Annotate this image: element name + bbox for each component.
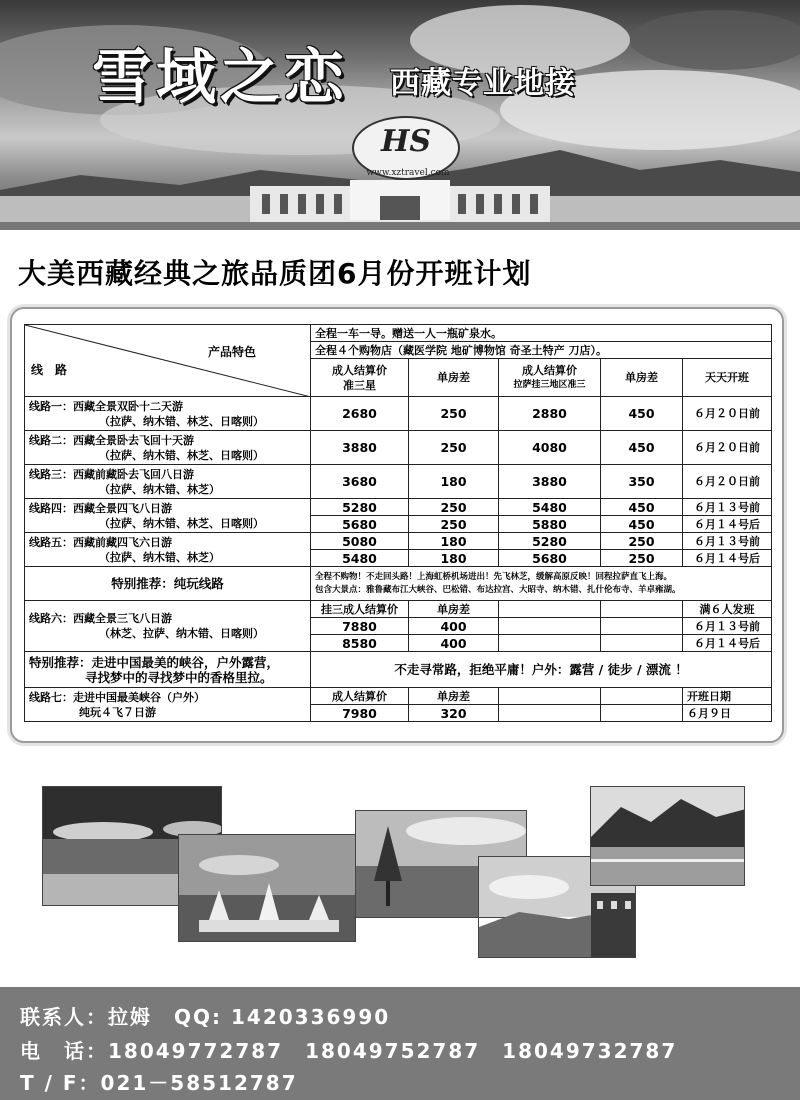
route-cell <box>25 499 311 533</box>
price-cell: 5080 <box>311 533 409 550</box>
date-cell: ６月９日 <box>683 705 772 722</box>
empty-cell <box>499 601 601 618</box>
date-cell: ６月２０日前 <box>683 431 772 465</box>
price-cell: 4080 <box>499 431 601 465</box>
single-supp-cell: 320 <box>409 705 499 722</box>
special-recommend-notes <box>311 567 772 601</box>
depart-condition: 满６人发班 <box>683 601 772 618</box>
col-header-adult-price-label: 成人结算价 <box>332 363 387 377</box>
table-row <box>25 533 772 550</box>
special-note-1: 全程不购物！不走回头路！上海虹桥机场进出！先飞林芝，缓解高原反映！回程拉萨直飞上海。 <box>315 571 673 582</box>
price-cell: 7880 <box>311 618 409 635</box>
feature-line-2: 全程４个购物店（藏医学院 地矿博物馆 奇圣土特产 刀店）。 <box>311 342 772 359</box>
route-name: 线路二：西藏全景卧去飞回十天游 <box>29 433 194 447</box>
table-row <box>25 499 772 516</box>
price-cell: 2680 <box>311 397 409 431</box>
single-supp-cell: 250 <box>409 516 499 533</box>
single-supp-cell: 250 <box>409 499 499 516</box>
qq-number[interactable]: 1420336990 <box>230 1005 391 1029</box>
price-cell: 7980 <box>311 705 409 722</box>
route-destinations: （拉萨、纳木错、林芝、日喀则） <box>99 414 264 428</box>
feature-line-1: 全程一车一导。赠送一人一瓶矿泉水。 <box>311 325 772 342</box>
contact-person-label: 联系人： <box>20 1005 108 1029</box>
empty-cell <box>499 635 601 652</box>
route-cell <box>25 601 311 652</box>
phone-number-3[interactable]: 18049732787 <box>502 1039 678 1063</box>
table-row <box>25 397 772 431</box>
table-row <box>25 465 772 499</box>
photo-mountains <box>590 786 745 886</box>
contact-footer <box>0 987 800 1100</box>
price-cell: 5280 <box>311 499 409 516</box>
route-cell <box>25 465 311 499</box>
contact-person-name: 拉姆 <box>108 1005 152 1029</box>
corner-route-label: 线 路 <box>31 363 68 377</box>
empty-cell <box>601 688 683 705</box>
price-cell: 8580 <box>311 635 409 652</box>
route-name: 线路六：西藏全景三飞八日游 <box>29 612 172 625</box>
price-cell: 3880 <box>311 431 409 465</box>
col-header-single-supp: 单房差 <box>409 688 499 705</box>
empty-cell <box>499 618 601 635</box>
contact-fax-line <box>20 1067 298 1096</box>
price-cell: 5680 <box>499 550 601 567</box>
date-cell: ６月１４号后 <box>683 516 772 533</box>
price-cell: 5280 <box>499 533 601 550</box>
photo-stupas <box>178 834 356 942</box>
col-header-price: 成人结算价 <box>311 688 409 705</box>
special2-slogan: 不走寻常路，拒绝平庸！户外：露营 / 徒步 / 漂流 ！ <box>311 652 772 688</box>
empty-cell <box>601 601 683 618</box>
table-row <box>25 567 772 601</box>
empty-cell <box>499 688 601 705</box>
route-destinations: （拉萨、纳木错、林芝） <box>99 482 220 496</box>
phone-number-2[interactable]: 18049752787 <box>305 1039 481 1063</box>
logo-mark: HS <box>380 124 431 159</box>
price-cell: 3880 <box>499 465 601 499</box>
price-cell: 5880 <box>499 516 601 533</box>
single-supp-cell: 180 <box>409 550 499 567</box>
date-cell: ６月２０日前 <box>683 397 772 431</box>
empty-cell <box>601 618 683 635</box>
price-cell: 5480 <box>499 499 601 516</box>
date-cell: ６月１４号后 <box>683 550 772 567</box>
brand-subtitle: 西藏专业地接 <box>390 66 576 101</box>
single-supp-cell: 450 <box>601 516 683 533</box>
special-note-2: 包含大景点：雅鲁藏布江大峡谷、巴松错、布达拉宫、大昭寺、纳木错、扎什伦布寺、羊卓雍湖。 <box>315 584 681 595</box>
col-header-adult-price <box>311 359 409 397</box>
route-cell <box>25 397 311 431</box>
col-header-single-supp: 单房差 <box>409 359 499 397</box>
col-header-adult-price-2-label: 成人结算价 <box>522 363 577 377</box>
route-name: 线路五：西藏前藏四飞六日游 <box>29 535 172 549</box>
qq-label: QQ: <box>174 1005 223 1029</box>
table-row <box>25 601 772 618</box>
table-row <box>25 431 772 465</box>
route-cell <box>25 431 311 465</box>
table-row <box>25 688 772 705</box>
route-name: 线路七：走进中国最美峡谷（户外） <box>29 690 205 704</box>
route-destinations: （拉萨、纳木错、林芝） <box>99 550 220 564</box>
table-corner-cell <box>25 325 311 397</box>
single-supp-cell: 180 <box>409 533 499 550</box>
phone-number-1[interactable]: 18049772787 <box>108 1039 284 1063</box>
single-supp-cell: 180 <box>409 465 499 499</box>
date-cell: ６月２０日前 <box>683 465 772 499</box>
col-header-adult-price-2-sub: 拉萨挂三地区准三 <box>513 379 586 390</box>
route-destinations: （拉萨、纳木错、林芝、日喀则） <box>99 516 264 530</box>
route-destinations: （拉萨、纳木错、林芝、日喀则） <box>99 448 264 462</box>
col-header-date: 开班日期 <box>683 688 772 705</box>
single-supp-cell: 250 <box>409 431 499 465</box>
logo-url: www.xztravel.com <box>366 168 450 178</box>
single-supp-cell: 250 <box>601 550 683 567</box>
single-supp-cell: 350 <box>601 465 683 499</box>
contact-person-line <box>20 1001 390 1030</box>
single-supp-cell: 450 <box>601 397 683 431</box>
special2-line-1: 特别推荐：走进中国最美的峡谷，户外露营， <box>29 654 280 670</box>
single-supp-cell: 250 <box>601 533 683 550</box>
table-row <box>25 652 772 688</box>
corner-feature-label: 产品特色 <box>208 345 257 359</box>
special-recommend-label: 特别推荐：纯玩线路 <box>25 567 311 601</box>
route-cell <box>25 688 311 722</box>
special2-line-2: 寻找梦中的寻找梦中的香格里拉。 <box>85 669 273 685</box>
date-cell: ６月１３号前 <box>683 533 772 550</box>
single-supp-cell: 250 <box>409 397 499 431</box>
fax-number[interactable]: 021－58512787 <box>100 1071 298 1095</box>
date-cell: ６月１４号后 <box>683 635 772 652</box>
schedule-table <box>24 324 772 722</box>
price-cell: 3680 <box>311 465 409 499</box>
special-recommend-2 <box>25 652 311 688</box>
phone-label: 电 话： <box>20 1039 108 1063</box>
date-cell: ６月１３号前 <box>683 499 772 516</box>
date-cell: ６月１３号前 <box>683 618 772 635</box>
price-cell: 2880 <box>499 397 601 431</box>
page-headline: 大美西藏经典之旅品质团6月份开班计划 <box>18 257 532 290</box>
contact-phone-line <box>20 1035 677 1064</box>
col-header-single-supp: 单房差 <box>409 601 499 618</box>
empty-cell <box>601 635 683 652</box>
empty-cell <box>601 705 683 722</box>
single-supp-cell: 450 <box>601 431 683 465</box>
fax-label: T / F： <box>20 1071 101 1095</box>
single-supp-cell: 400 <box>409 618 499 635</box>
single-supp-cell: 400 <box>409 635 499 652</box>
price-cell: 5680 <box>311 516 409 533</box>
price-cell: 5480 <box>311 550 409 567</box>
single-supp-cell: 450 <box>601 499 683 516</box>
route-destinations: （林芝、拉萨、纳木错、日喀则） <box>99 627 264 640</box>
col-header-single-supp-2: 单房差 <box>601 359 683 397</box>
col-header-daily: 天天开班 <box>683 359 772 397</box>
route-name: 线路三：西藏前藏卧去飞回八日游 <box>29 467 194 481</box>
col-header-price: 挂三成人结算价 <box>311 601 409 618</box>
route-name: 线路一：西藏全景双卧十二天游 <box>29 399 183 413</box>
route-destinations: 纯玩４飞７日游 <box>79 705 156 719</box>
col-header-adult-price-2 <box>499 359 601 397</box>
route-cell <box>25 533 311 567</box>
route-name: 线路四：西藏全景四飞八日游 <box>29 501 172 515</box>
col-header-adult-price-sub: 准三星 <box>343 378 376 392</box>
empty-cell <box>499 705 601 722</box>
brand-title: 雪域之恋 <box>92 43 348 113</box>
header-banner <box>0 0 800 230</box>
